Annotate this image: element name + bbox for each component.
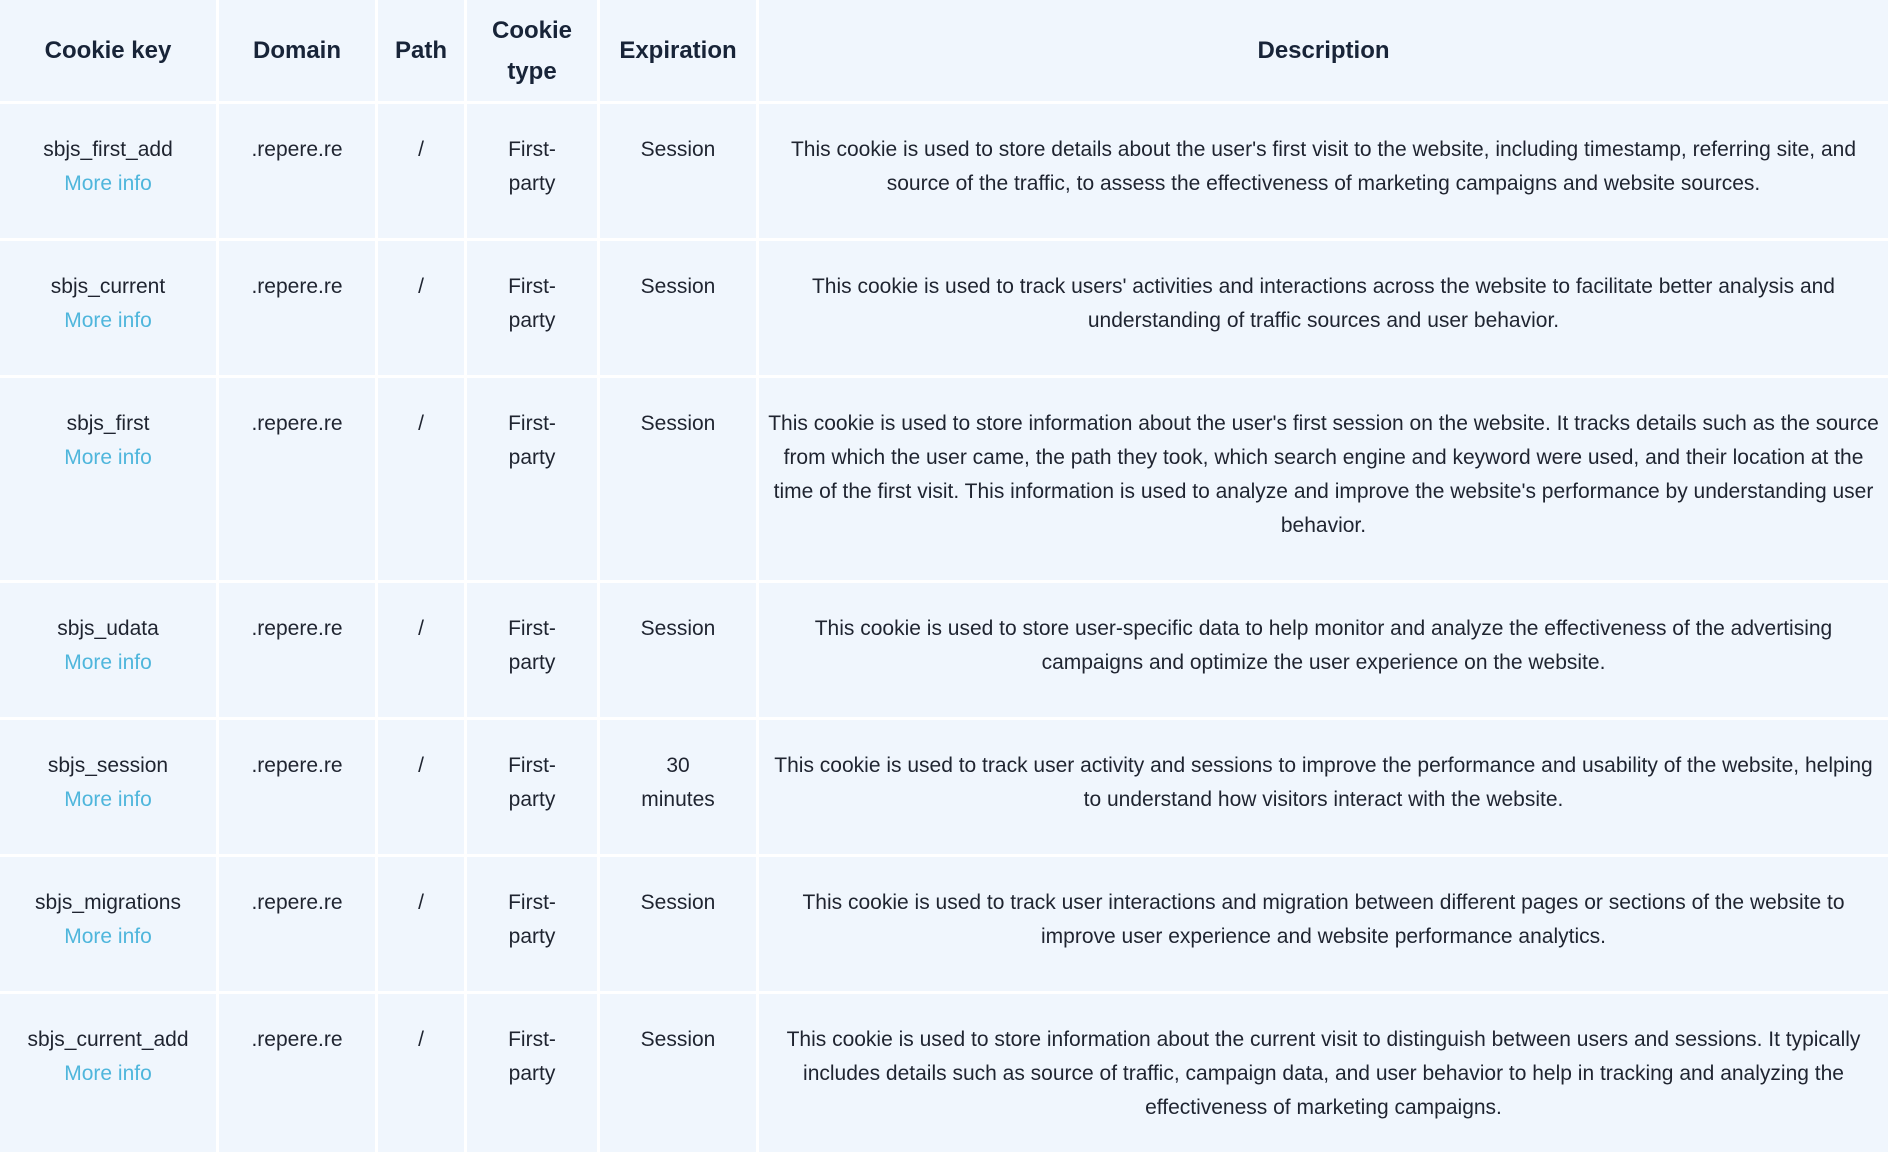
expiration-cell [600, 857, 756, 991]
cookie-type-cell [467, 720, 597, 854]
header-cookie-type [467, 0, 597, 101]
cookie-type-line1: First- [508, 275, 556, 298]
table-row [0, 241, 1888, 375]
cookie-type-line1: First- [508, 891, 556, 914]
table-header [0, 0, 1888, 101]
expiration-cell [600, 720, 756, 854]
cookie-key: sbjs_migrations [35, 891, 181, 914]
cookie-key-cell [0, 720, 216, 854]
cookie-type-line1: First- [508, 754, 556, 777]
path-cell: / [378, 720, 464, 854]
more-info-link[interactable]: More info [64, 172, 152, 195]
description-cell: This cookie is used to store user-specific data to help monitor and analyze the effectiveness of the advertising campaigns and optimize the user experience on the website. [759, 583, 1888, 717]
more-info-link[interactable]: More info [64, 925, 152, 948]
more-info-link[interactable]: More info [64, 651, 152, 674]
description-cell: This cookie is used to store details about the user's first visit to the website, including timestamp, referring site, and source of the traffic, to assess the effectiveness of marketing campaigns and website sources. [759, 104, 1888, 238]
cookie-type-line1: First- [508, 412, 556, 435]
cookie-type-line2: party [508, 172, 556, 195]
cookie-type-cell [467, 857, 597, 991]
table-row [0, 994, 1888, 1152]
more-info-link[interactable]: More info [64, 446, 152, 469]
cookie-type-line2: party [508, 788, 556, 811]
expiration-line1: Session [640, 138, 716, 161]
header-cookie-key: Cookie key [0, 0, 216, 101]
expiration-line1: Session [640, 891, 716, 914]
description-cell: This cookie is used to track users' activities and interactions across the website to facilitate better analysis and understanding of traffic sources and user behavior. [759, 241, 1888, 375]
domain-cell: .repere.re [219, 857, 375, 991]
path-cell: / [378, 994, 464, 1152]
cookie-key: sbjs_current_add [27, 1028, 189, 1051]
more-info-link[interactable]: More info [64, 788, 152, 811]
domain-cell: .repere.re [219, 720, 375, 854]
cookie-key: sbjs_session [47, 754, 169, 777]
path-cell: / [378, 241, 464, 375]
expiration-line1: Session [640, 275, 716, 298]
table-row [0, 583, 1888, 717]
expiration-line1: 30 [666, 754, 690, 777]
expiration-line1: Session [640, 617, 716, 640]
expiration-line2: minutes [641, 788, 715, 811]
cookie-type-line1: First- [508, 1028, 556, 1051]
domain-cell: .repere.re [219, 378, 375, 580]
more-info-link[interactable]: More info [64, 1062, 152, 1085]
cookie-key: sbjs_udata [57, 617, 159, 640]
expiration-line1: Session [640, 1028, 716, 1051]
more-info-link[interactable]: More info [64, 309, 152, 332]
cookie-key: sbjs_first [66, 412, 150, 435]
expiration-cell [600, 994, 756, 1152]
cookie-type-cell [467, 583, 597, 717]
domain-cell: .repere.re [219, 994, 375, 1152]
table-row [0, 857, 1888, 991]
cookie-key: sbjs_first_add [43, 138, 173, 161]
expiration-cell [600, 104, 756, 238]
expiration-cell [600, 241, 756, 375]
header-cookie-type-line2: type [507, 57, 557, 85]
cookie-type-cell [467, 994, 597, 1152]
cookie-type-line2: party [508, 925, 556, 948]
domain-cell: .repere.re [219, 104, 375, 238]
cookie-type-line2: party [508, 309, 556, 332]
cookie-key-cell [0, 857, 216, 991]
cookie-type-cell [467, 241, 597, 375]
path-cell: / [378, 104, 464, 238]
description-cell: This cookie is used to track user interactions and migration between different pages or sections of the website to improve user experience and website performance analytics. [759, 857, 1888, 991]
cookie-type-line1: First- [508, 138, 556, 161]
cookie-type-line1: First- [508, 617, 556, 640]
cookie-key-cell [0, 994, 216, 1152]
cookie-type-line2: party [508, 446, 556, 469]
domain-cell: .repere.re [219, 241, 375, 375]
description-cell: This cookie is used to store information about the current visit to distinguish between users and sessions. It typically includes details such as source of traffic, campaign data, and user behavior to help in tracking and analyzing the effectiveness of marketing campaigns. [759, 994, 1888, 1152]
domain-cell: .repere.re [219, 583, 375, 717]
header-row [0, 0, 1888, 101]
description-cell: This cookie is used to store information about the user's first session on the website. It tracks details such as the source from which the user came, the path they took, which search engine and keyword were used, and their location at the time of the first visit. This information is used to analyze and improve the website's performance by understanding user behavior. [759, 378, 1888, 580]
cookie-type-cell [467, 104, 597, 238]
header-path: Path [378, 0, 464, 101]
header-cookie-type-line1: Cookie [491, 16, 572, 44]
cookie-key-cell [0, 241, 216, 375]
expiration-cell [600, 378, 756, 580]
cookie-type-line2: party [508, 651, 556, 674]
path-cell: / [378, 378, 464, 580]
cookie-key-cell [0, 583, 216, 717]
cookie-type-cell [467, 378, 597, 580]
cookie-key-cell [0, 378, 216, 580]
cookie-key-cell [0, 104, 216, 238]
table-row [0, 104, 1888, 238]
description-cell: This cookie is used to track user activity and sessions to improve the performance and usability of the website, helping to understand how visitors interact with the website. [759, 720, 1888, 854]
table-body [0, 104, 1888, 1152]
header-expiration: Expiration [600, 0, 756, 101]
expiration-cell [600, 583, 756, 717]
path-cell: / [378, 583, 464, 717]
table-row [0, 378, 1888, 580]
expiration-line1: Session [640, 412, 716, 435]
header-description: Description [759, 0, 1888, 101]
cookie-type-line2: party [508, 1062, 556, 1085]
cookie-key: sbjs_current [50, 275, 166, 298]
table-row [0, 720, 1888, 854]
path-cell: / [378, 857, 464, 991]
header-domain: Domain [219, 0, 375, 101]
